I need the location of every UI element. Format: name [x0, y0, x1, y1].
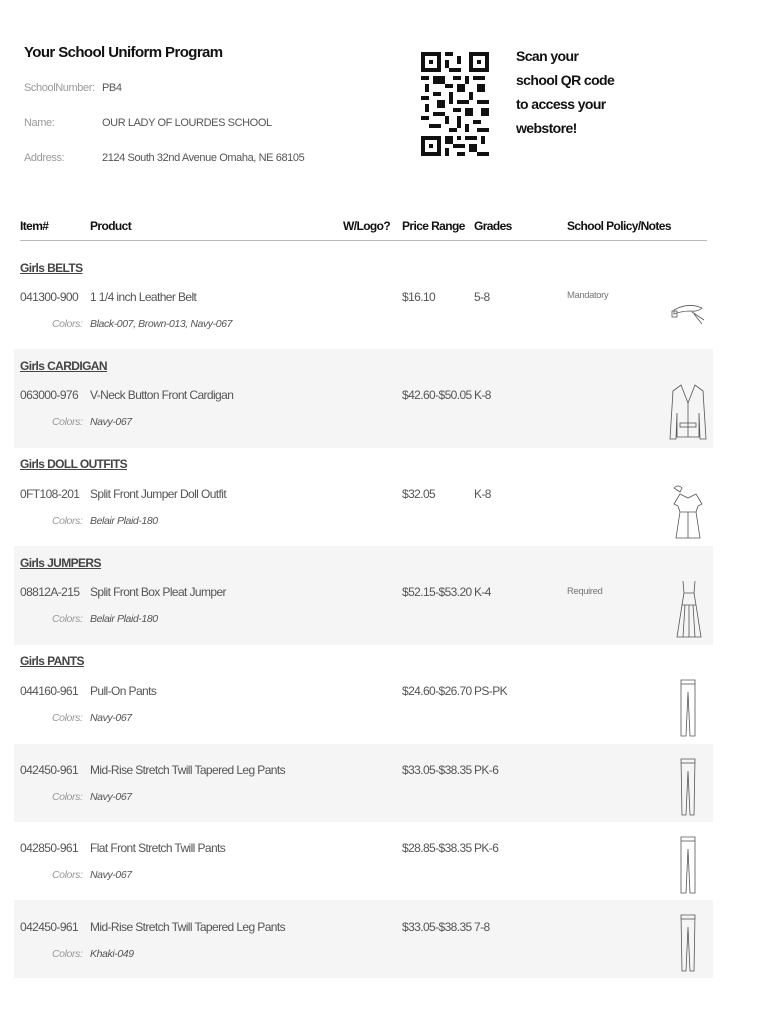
- col-header-price: Price Range: [402, 219, 465, 233]
- scan-instructions: [516, 44, 614, 140]
- grades: PK-6: [474, 841, 499, 855]
- grades: PK-6: [474, 763, 499, 777]
- colors-value: Navy-067: [90, 712, 132, 724]
- item-number: 042850-961: [20, 841, 79, 855]
- colors-value: Navy-067: [90, 869, 132, 881]
- school-name-value: OUR LADY OF LOURDES SCHOOL: [102, 117, 272, 129]
- school-address-row: [24, 152, 305, 164]
- item-number: 0FT108-201: [20, 487, 80, 501]
- row-band: [14, 900, 713, 978]
- item-number: 044160-961: [20, 684, 79, 698]
- pants-icon: [678, 757, 698, 817]
- col-header-grades: Grades: [474, 219, 512, 233]
- product-name: Split Front Jumper Doll Outfit: [90, 487, 227, 501]
- school-number-label: SchoolNumber:: [24, 82, 95, 94]
- policy-note: Required: [567, 586, 603, 597]
- colors-value: Black-007, Brown-013, Navy-067: [90, 318, 233, 330]
- header-divider: [20, 240, 707, 241]
- colors-label: Colors:: [52, 515, 83, 527]
- item-number: 063000-976: [20, 388, 79, 402]
- grades: 5-8: [474, 290, 490, 304]
- scan-line: Scan your: [516, 48, 579, 64]
- price-range: $33.05-$38.35: [402, 763, 472, 777]
- price-range: $28.85-$38.35: [402, 841, 472, 855]
- grades: K-4: [474, 585, 491, 599]
- school-address-value: 2124 South 32nd Avenue Omaha, NE 68105: [102, 152, 305, 164]
- belt-icon: [670, 300, 706, 328]
- pants-icon: [678, 678, 698, 738]
- product-name: Mid-Rise Stretch Twill Tapered Leg Pants: [90, 920, 285, 934]
- item-number: 08812A-215: [20, 585, 80, 599]
- price-range: $16.10: [402, 290, 436, 304]
- pants-icon: [678, 913, 698, 973]
- school-name-row: [24, 117, 272, 129]
- price-range: $52.15-$53.20: [402, 585, 472, 599]
- policy-note: Mandatory: [567, 290, 609, 301]
- row-band: [14, 744, 713, 822]
- colors-label: Colors:: [52, 416, 83, 428]
- item-number: 042450-961: [20, 920, 79, 934]
- category-heading: Girls BELTS: [20, 261, 83, 275]
- price-range: $33.05-$38.35: [402, 920, 472, 934]
- product-name: V-Neck Button Front Cardigan: [90, 388, 234, 402]
- colors-label: Colors:: [52, 869, 83, 881]
- school-address-label: Address:: [24, 152, 65, 164]
- colors-value: Navy-067: [90, 791, 132, 803]
- colors-label: Colors:: [52, 318, 83, 330]
- scan-line: school QR code: [516, 72, 615, 88]
- colors-label: Colors:: [52, 712, 83, 724]
- grades: 7-8: [474, 920, 490, 934]
- product-name: Split Front Box Pleat Jumper: [90, 585, 226, 599]
- col-header-item: Item#: [20, 219, 49, 233]
- product-name: Mid-Rise Stretch Twill Tapered Leg Pants: [90, 763, 285, 777]
- scan-line: webstore!: [516, 120, 577, 136]
- col-header-notes: School Policy/Notes: [567, 219, 671, 233]
- doll-outfit-icon: [668, 482, 708, 542]
- colors-value: Belair Plaid-180: [90, 613, 158, 625]
- product-name: Pull-On Pants: [90, 684, 157, 698]
- colors-label: Colors:: [52, 613, 83, 625]
- price-range: $32.05: [402, 487, 436, 501]
- school-number-row: [24, 82, 122, 94]
- colors-label: Colors:: [52, 791, 83, 803]
- grades: PS-PK: [474, 684, 508, 698]
- price-range: $42.60-$50.05: [402, 388, 472, 402]
- item-number: 042450-961: [20, 763, 79, 777]
- colors-value: Navy-067: [90, 416, 132, 428]
- category-heading: Girls CARDIGAN: [20, 359, 107, 373]
- product-name: 1 1/4 inch Leather Belt: [90, 290, 197, 304]
- grades: K-8: [474, 487, 491, 501]
- grades: K-8: [474, 388, 491, 402]
- pants-icon: [678, 835, 698, 895]
- page-title: Your School Uniform Program: [24, 44, 223, 61]
- col-header-product: Product: [90, 219, 132, 233]
- jumper-icon: [674, 579, 704, 641]
- product-name: Flat Front Stretch Twill Pants: [90, 841, 226, 855]
- category-heading: Girls DOLL OUTFITS: [20, 457, 127, 471]
- school-name-label: Name:: [24, 117, 55, 129]
- category-heading: Girls JUMPERS: [20, 556, 101, 570]
- school-number-value: PB4: [102, 82, 122, 94]
- colors-label: Colors:: [52, 948, 83, 960]
- col-header-logo: W/Logo?: [343, 219, 391, 233]
- qr-code-icon[interactable]: [421, 52, 489, 156]
- category-heading: Girls PANTS: [20, 654, 84, 668]
- cardigan-icon: [669, 383, 707, 441]
- price-range: $24.60-$26.70: [402, 684, 472, 698]
- item-number: 041300-900: [20, 290, 79, 304]
- colors-value: Belair Plaid-180: [90, 515, 158, 527]
- scan-line: to access your: [516, 96, 606, 112]
- colors-value: Khaki-049: [90, 948, 134, 960]
